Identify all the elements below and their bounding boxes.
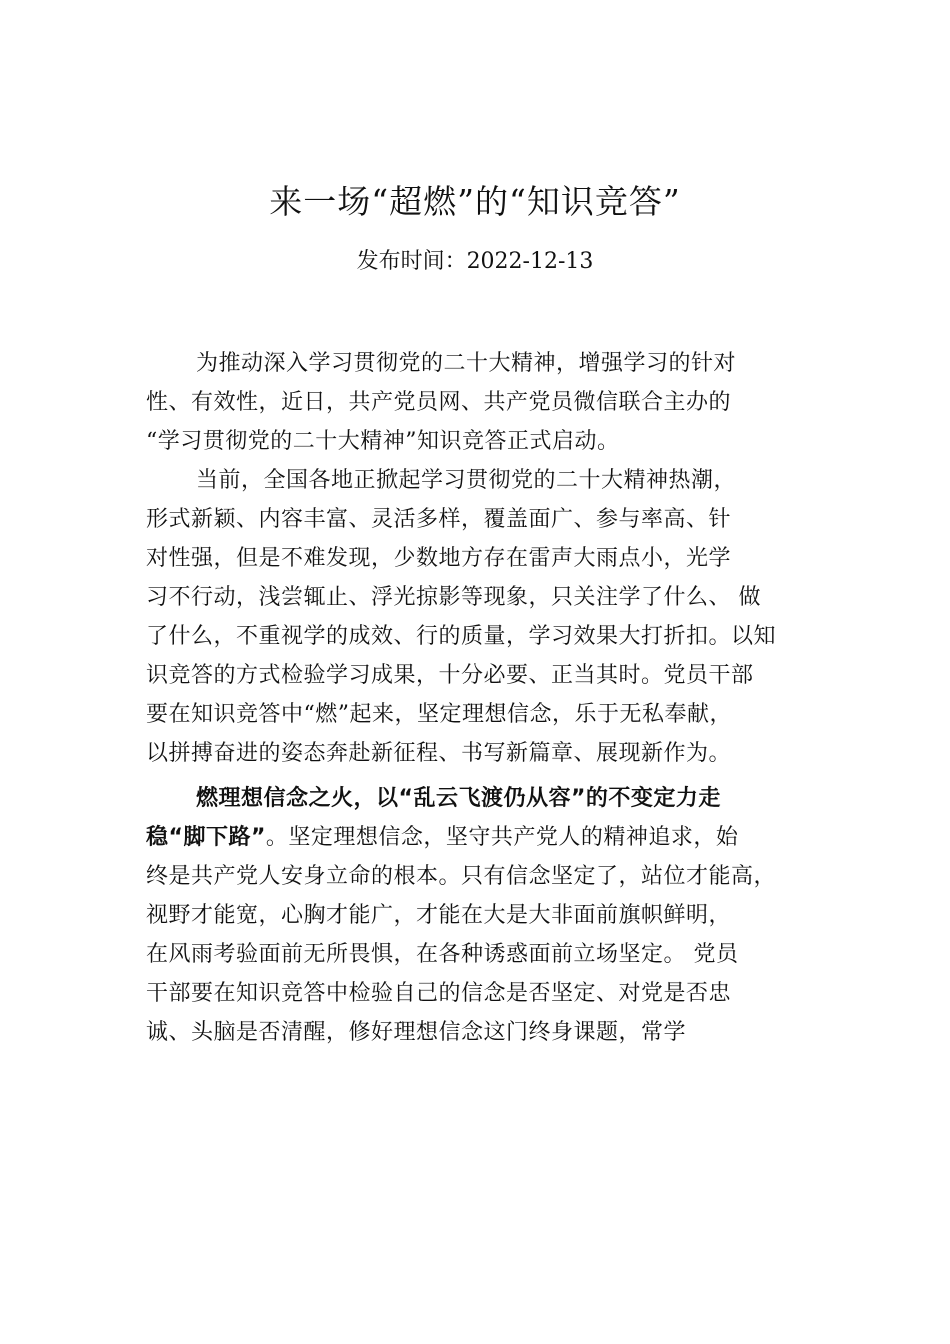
text-line: 当前，全国各地正掀起学习贯彻党的二十大精神热潮， xyxy=(196,468,737,493)
paragraph-ideals xyxy=(146,779,846,1052)
section-heading-tail: 稳“脚下路” xyxy=(146,825,266,850)
paragraph-intro xyxy=(146,344,846,461)
text-line xyxy=(146,818,846,857)
text-line: 习不行动，浅尝辄止、浮光掠影等现象，只关注学了什么、 做 xyxy=(146,585,761,610)
text-line: 为推动深入学习贯彻党的二十大精神，增强学习的针对 xyxy=(196,351,737,376)
article-body xyxy=(146,344,846,1052)
text-line: 要在知识竞答中“燃”起来，坚定理想信念，乐于无私奉献， xyxy=(146,702,732,727)
text-line: “学习贯彻党的二十大精神”知识竞答正式启动。 xyxy=(146,429,620,454)
publish-date: 发布时间：2022-12-13 xyxy=(356,249,594,274)
text-line: 识竞答的方式检验学习成果，十分必要、正当其时。党员干部 xyxy=(146,663,754,688)
text-line: 对性强，但是不难发现，少数地方存在雷声大雨点小，光学 xyxy=(146,546,732,571)
text-line: 诚、头脑是否清醒，修好理想信念这门终身课题，常学 xyxy=(146,1020,687,1045)
text-line: 干部要在知识竞答中检验自己的信念是否坚定、对党是否忠 xyxy=(146,981,732,1006)
text-line: 形式新颖、内容丰富、灵活多样，覆盖面广、参与率高、针 xyxy=(146,507,732,532)
paragraph-current-situation xyxy=(146,461,846,773)
text-line: 视野才能宽，心胸才能广，才能在大是大非面前旗帜鲜明， xyxy=(146,903,732,928)
text-line: 在风雨考验面前无所畏惧，在各种诱惑面前立场坚定。 党员 xyxy=(146,942,739,967)
text-line: 终是共产党人安身立命的根本。只有信念坚定了，站位才能高， xyxy=(146,864,777,889)
text-line: 以拼搏奋进的姿态奔赴新征程、书写新篇章、展现新作为。 xyxy=(146,741,732,766)
article-title: 来一场“超燃”的“知识竞答” xyxy=(269,182,681,221)
text-line: 性、有效性，近日，共产党员网、共产党员微信联合主办的 xyxy=(146,390,732,415)
section-heading: 燃理想信念之火，以“乱云飞渡仍从容”的不变定力走 xyxy=(196,786,721,811)
text-line-rest: 。坚定理想信念，坚守共产党人的精神追求，始 xyxy=(265,825,739,850)
text-line: 了什么，不重视学的成效、行的质量，学习效果大打折扣。以知 xyxy=(146,624,777,649)
